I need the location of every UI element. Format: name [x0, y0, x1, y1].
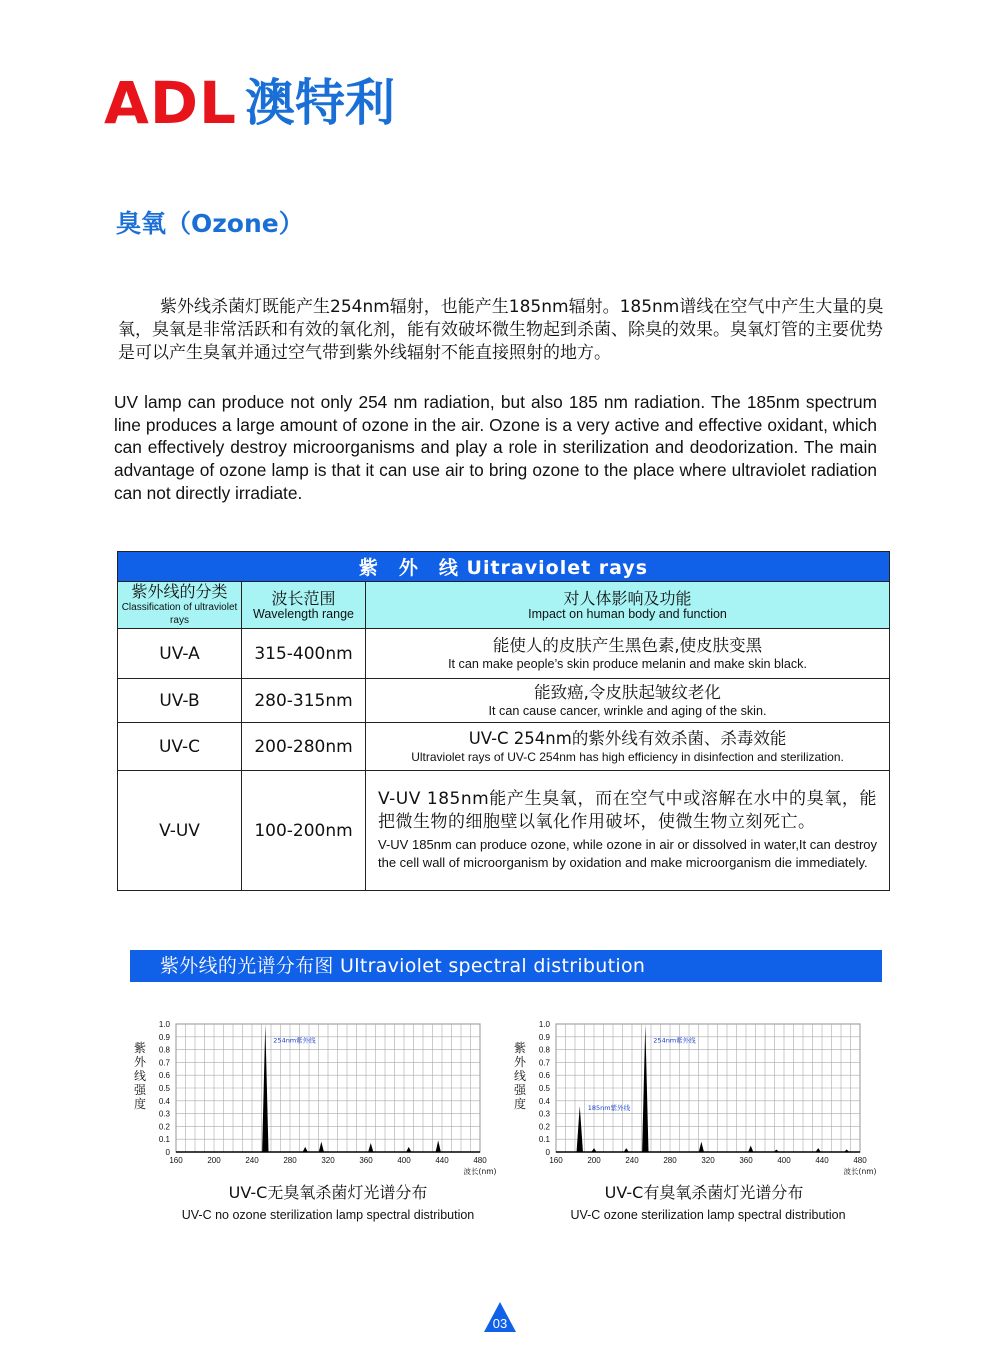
- spectrum-chart-svg: [128, 1012, 508, 1182]
- y-tick-label: 0.3: [538, 1109, 550, 1119]
- header-range-cn: 波长范围: [271, 588, 336, 608]
- x-tick-label: 280: [283, 1156, 297, 1165]
- y-axis-label-char: 线: [133, 1069, 147, 1083]
- chart-caption-cn: UV-C有臭氧杀菌灯光谱分布: [604, 1183, 804, 1202]
- y-tick-label: 0.4: [158, 1096, 170, 1106]
- header-impact-en: Impact on human body and function: [528, 606, 727, 621]
- intro-paragraph-cn: [118, 296, 888, 365]
- page-number: 03: [492, 1316, 508, 1331]
- table-row: [118, 629, 890, 679]
- header-impact: [366, 582, 890, 629]
- x-tick-label: 480: [473, 1156, 487, 1165]
- uv-classification-table: [117, 551, 890, 891]
- x-tick-label: 280: [663, 1156, 677, 1165]
- x-tick-label: 240: [245, 1156, 259, 1165]
- y-tick-label: 0.6: [538, 1071, 550, 1081]
- header-classification-cn: 紫外线的分类: [131, 582, 228, 601]
- y-tick-label: 0.5: [538, 1084, 550, 1093]
- uv-range: 280-315nm: [242, 679, 366, 723]
- uv-function: [366, 771, 890, 891]
- y-tick-label: 0.8: [538, 1045, 550, 1055]
- y-tick-label: 1.0: [158, 1020, 170, 1029]
- x-tick-label: 160: [549, 1156, 563, 1165]
- intro-paragraph-cn-text: 紫外线杀菌灯既能产生254nm辐射，也能产生185nm辐射。185nm谱线在空气中产生大量的臭氧，臭氧是非常活跃和有效的氧化剂，能有效破坏微生物起到杀菌、除臭的效果。臭氧灯管的主要优势是可以产生臭氧并通过空气带到紫外线辐射不能直接照射的地方。: [118, 297, 884, 363]
- y-tick-label: 1.0: [538, 1020, 550, 1029]
- y-tick-label: 0.7: [158, 1058, 170, 1068]
- x-tick-label: 480: [853, 1156, 867, 1165]
- y-tick-label: 0: [545, 1148, 550, 1157]
- y-tick-label: 0.1: [158, 1135, 170, 1145]
- intro-paragraph-en: UV lamp can produce not only 254 nm radiation, but also 185 nm radiation. The 185nm spectrum line produces a large amount of ozone in the air. Ozone is a very active and effective oxidant, which can effectively destroy microorganisms and play a role in sterilization and deodorization. The main advantage of ozone lamp is that it can use air to bring ozone to the place where ultraviolet radiation can not directly irradiate.: [114, 392, 877, 503]
- y-tick-label: 0.4: [538, 1096, 550, 1106]
- chart-caption-cn: UV-C无臭氧杀菌灯光谱分布: [228, 1183, 428, 1202]
- uv-range: 315-400nm: [242, 629, 366, 679]
- uv-function-en: V-UV 185nm can produce ozone, while ozone in air or dissolved in water,It can destroy the cell wall of microorganism by oxidation and make microorganism die immediately.: [378, 837, 878, 870]
- y-tick-label: 0.5: [158, 1084, 170, 1093]
- uv-function: [366, 629, 890, 679]
- y-tick-label: 0.6: [158, 1071, 170, 1081]
- y-tick-label: 0.2: [538, 1122, 550, 1132]
- x-tick-label: 240: [625, 1156, 639, 1165]
- y-axis-label-char: 度: [133, 1097, 147, 1111]
- y-tick-label: 0.2: [158, 1122, 170, 1132]
- header-classification: [118, 582, 242, 629]
- uv-function-cn: 能致癌,令皮肤起皱纹老化: [534, 683, 721, 702]
- table-row: [118, 723, 890, 771]
- y-axis-label-char: 外: [513, 1055, 527, 1069]
- header-impact-cn: 对人体影响及功能: [563, 588, 692, 608]
- table-row: [118, 679, 890, 723]
- x-tick-label: 400: [777, 1156, 791, 1165]
- uv-function-en: It can cause cancer, wrinkle and aging of the skin.: [488, 704, 767, 718]
- uv-code: UV-B: [118, 679, 242, 723]
- x-axis-label: 波长(nm): [843, 1167, 877, 1176]
- spectrum-chart-svg: [508, 1012, 888, 1182]
- chart-caption-en: UV-C no ozone sterilization lamp spectral distribution: [181, 1208, 475, 1222]
- table-title: 紫 外 线 Uitraviolet rays: [118, 552, 890, 582]
- section-title: 臭氧（Ozone）: [116, 209, 304, 238]
- uv-code: V-UV: [118, 771, 242, 891]
- peak-annotation: 254nm紫外线: [273, 1036, 316, 1045]
- peak-annotation: 185nm紫外线: [587, 1104, 631, 1113]
- y-axis-label-char: 紫: [133, 1041, 147, 1055]
- y-axis-label-char: 外: [133, 1055, 147, 1069]
- y-tick-label: 0.9: [158, 1032, 170, 1042]
- y-tick-label: 0.3: [158, 1109, 170, 1119]
- logo-latin: ADL: [104, 69, 237, 137]
- x-tick-label: 200: [587, 1156, 601, 1165]
- peak-annotation: 254nm紫外线: [653, 1036, 696, 1045]
- table-title-row: [118, 552, 890, 582]
- spectral-banner: 紫外线的光谱分布图 Ultraviolet spectral distribution: [130, 950, 882, 982]
- uv-code: UV-A: [118, 629, 242, 679]
- uv-function-cn: UV-C 254nm的紫外线有效杀菌、杀毒效能: [468, 729, 787, 748]
- header-range-en: Wavelength range: [253, 606, 354, 621]
- chart-caption-en: UV-C ozone sterilization lamp spectral distribution: [570, 1208, 846, 1222]
- uv-function-en: It can make people’s skin produce melanin and make skin black.: [448, 657, 807, 671]
- x-tick-label: 320: [701, 1156, 715, 1165]
- x-tick-label: 360: [359, 1156, 373, 1165]
- y-axis-label-char: 紫: [513, 1041, 527, 1055]
- header-classification-en: Classification of ultraviolet rays: [121, 602, 238, 626]
- y-tick-label: 0: [165, 1148, 170, 1157]
- uv-code: UV-C: [118, 723, 242, 771]
- x-axis-label: 波长(nm): [463, 1167, 497, 1176]
- y-tick-label: 0.7: [538, 1058, 550, 1068]
- y-tick-label: 0.8: [158, 1045, 170, 1055]
- x-tick-label: 200: [207, 1156, 221, 1165]
- spectrum-chart-ozone: [508, 1012, 888, 1182]
- table-header-row: [118, 582, 890, 629]
- header-range: [242, 582, 366, 629]
- uv-range: 200-280nm: [242, 723, 366, 771]
- spectrum-chart-no-ozone: [128, 1012, 508, 1182]
- table-row: [118, 771, 890, 891]
- uv-function-en: Ultraviolet rays of UV-C 254nm has high efficiency in disinfection and sterilization.: [411, 750, 844, 764]
- x-tick-label: 440: [815, 1156, 829, 1165]
- y-tick-label: 0.9: [538, 1032, 550, 1042]
- x-tick-label: 360: [739, 1156, 753, 1165]
- x-tick-label: 160: [169, 1156, 183, 1165]
- x-tick-label: 400: [397, 1156, 411, 1165]
- logo-chinese: 澳特利: [245, 74, 395, 132]
- uv-function-cn: 能使人的皮肤产生黑色素,使皮肤变黑: [492, 636, 763, 655]
- y-axis-label-char: 线: [513, 1069, 527, 1083]
- x-tick-label: 440: [435, 1156, 449, 1165]
- x-tick-label: 320: [321, 1156, 335, 1165]
- uv-range: 100-200nm: [242, 771, 366, 891]
- uv-function-cn: V-UV 185nm能产生臭氧，而在空气中或溶解在水中的臭氧，能把微生物的细胞壁以氧化作用破坏，使微生物立刻死亡。: [378, 789, 878, 832]
- y-axis-label-char: 强: [133, 1083, 147, 1097]
- uv-function: [366, 679, 890, 723]
- brand-logo: [104, 69, 395, 137]
- y-tick-label: 0.1: [538, 1135, 550, 1145]
- uv-function: [366, 723, 890, 771]
- y-axis-label-char: 强: [513, 1083, 527, 1097]
- y-axis-label-char: 度: [513, 1097, 527, 1111]
